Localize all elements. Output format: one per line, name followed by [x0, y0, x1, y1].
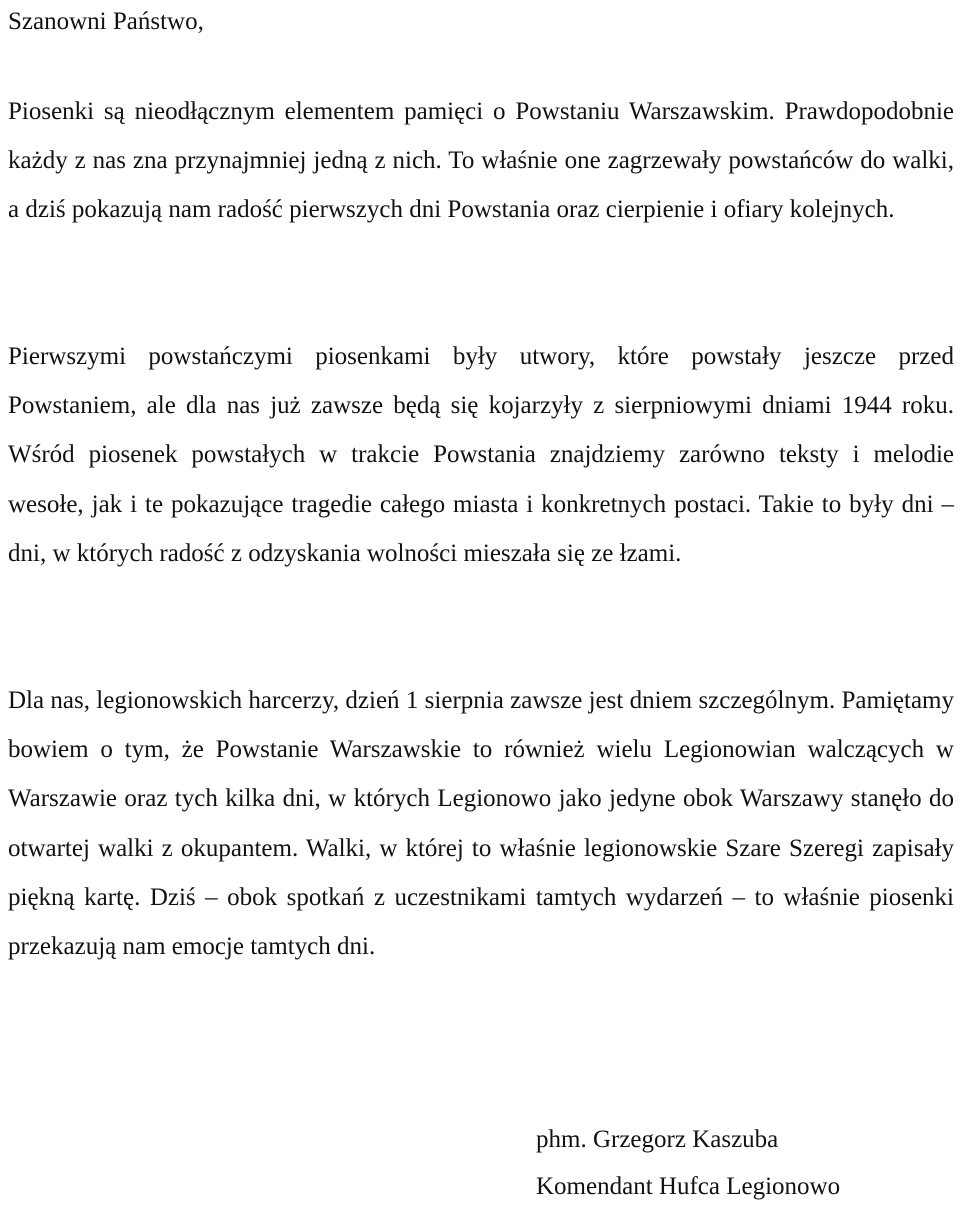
paragraph-songs-intro: Piosenki są nieodłącznym elementem pamięci o Powstaniu Warszawskim. Prawdopodobnie każdy z nas zna przynajmniej jedną z nich. To właśnie one zagrzewały powstańców do walki, a dziś pokazują nam radość pierwszych dni Powstania oraz cierpienie i ofiary kolejnych. — [8, 98, 954, 224]
letter-page — [8, 0, 954, 961]
signature-name: phm. Grzegorz Kaszuba — [536, 1126, 779, 1153]
signature-title: Komendant Hufca Legionowo — [536, 1173, 841, 1200]
paragraph-first-songs: Pierwszymi powstańczymi piosenkami były utwory, które powstały jeszcze przed Powstaniem, ale dla nas już zawsze będą się kojarzyły z sierpniowymi dniami 1944 roku. Wśród piosenek powstałych w trakcie Powstania znajdziemy zarówno teksty i melodie wesołe, jak i te pokazujące tragedie całego miasta i konkretnych postaci. Takie to były dni – dni, w których radość z odzyskania wolności mieszała się ze łzami. — [8, 343, 954, 567]
greeting: Szanowni Państwo, — [8, 8, 204, 35]
signature-block — [536, 1116, 840, 1210]
paragraph-legionowo: Dla nas, legionowskich harcerzy, dzień 1 sierpnia zawsze jest dniem szczególnym. Pamiętamy bowiem o tym, że Powstanie Warszawskie to również wielu Legionowian walczących w Warszawie oraz tych kilka dni, w których Legionowo jako jedyne obok Warszawy stanęło do otwartej walki z okupantem. Walki, w której to właśnie legionowskie Szare Szeregi zapisały piękną kartę. Dziś – obok spotkań z uczestnikami tamtych wydarzeń – to właśnie piosenki przekazują nam emocje tamtych dni. — [8, 687, 954, 961]
